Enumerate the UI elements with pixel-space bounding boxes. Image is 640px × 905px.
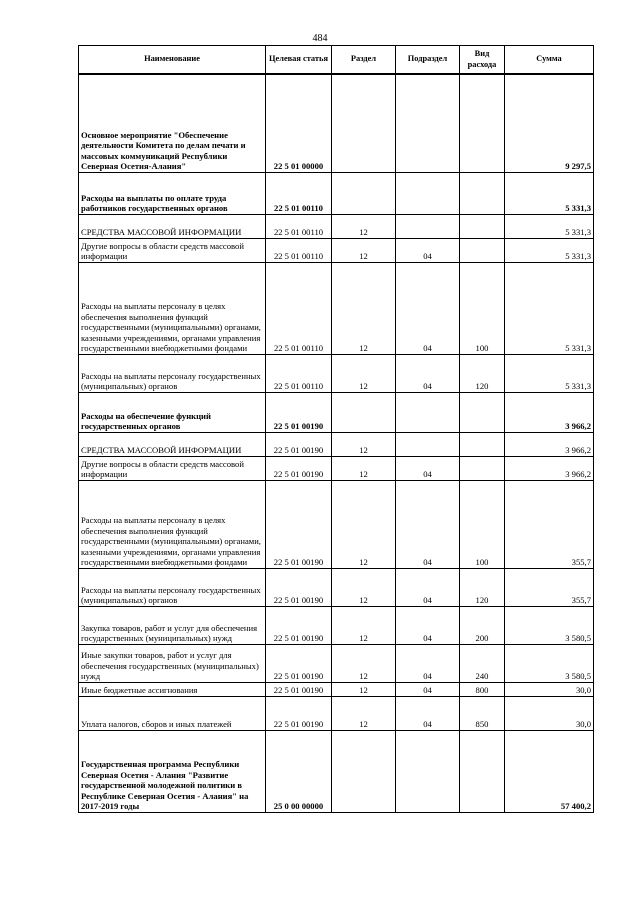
- cell-target: 22 5 01 00110: [266, 214, 332, 238]
- cell-expense-type: 100: [460, 262, 505, 354]
- cell-section: [332, 392, 396, 432]
- cell-subsection: 04: [396, 696, 460, 730]
- cell-expense-type: [460, 214, 505, 238]
- cell-amount: 3 966,2: [505, 456, 594, 480]
- cell-expense-type: [460, 456, 505, 480]
- cell-expense-type: 100: [460, 480, 505, 568]
- cell-name: Уплата налогов, сборов и иных платежей: [79, 696, 266, 730]
- cell-subsection: [396, 730, 460, 812]
- cell-section: [332, 74, 396, 172]
- cell-name: СРЕДСТВА МАССОВОЙ ИНФОРМАЦИИ: [79, 432, 266, 456]
- cell-amount: 57 400,2: [505, 730, 594, 812]
- cell-section: 12: [332, 480, 396, 568]
- cell-subsection: 04: [396, 456, 460, 480]
- cell-section: 12: [332, 238, 396, 262]
- header-name: Наименование: [79, 46, 266, 75]
- cell-section: 12: [332, 214, 396, 238]
- cell-expense-type: [460, 432, 505, 456]
- table-row: [79, 730, 594, 812]
- cell-amount: 30,0: [505, 682, 594, 696]
- cell-amount: 355,7: [505, 480, 594, 568]
- cell-subsection: [396, 432, 460, 456]
- table-row: [79, 456, 594, 480]
- table-row: [79, 354, 594, 392]
- cell-amount: 30,0: [505, 696, 594, 730]
- header-amount: Сумма: [505, 46, 594, 75]
- cell-target: 22 5 01 00190: [266, 432, 332, 456]
- cell-section: 12: [332, 568, 396, 606]
- table-row: [79, 644, 594, 682]
- cell-name: Иные бюджетные ассигнования: [79, 682, 266, 696]
- header-expense-type: Вид расхода: [460, 46, 505, 75]
- cell-expense-type: 120: [460, 568, 505, 606]
- cell-amount: 5 331,3: [505, 214, 594, 238]
- cell-amount: 355,7: [505, 568, 594, 606]
- cell-target: 22 5 01 00000: [266, 74, 332, 172]
- cell-target: 22 5 01 00190: [266, 568, 332, 606]
- cell-target: 22 5 01 00110: [266, 262, 332, 354]
- cell-expense-type: [460, 392, 505, 432]
- cell-amount: 5 331,3: [505, 172, 594, 214]
- cell-section: 12: [332, 456, 396, 480]
- cell-subsection: [396, 74, 460, 172]
- cell-name: Расходы на выплаты персоналу государственных (муниципальных) органов: [79, 568, 266, 606]
- table-row: [79, 432, 594, 456]
- table-row: [79, 392, 594, 432]
- cell-subsection: 04: [396, 262, 460, 354]
- budget-table: [78, 45, 594, 813]
- cell-expense-type: [460, 172, 505, 214]
- cell-target: 22 5 01 00190: [266, 696, 332, 730]
- cell-section: 12: [332, 644, 396, 682]
- table-row: [79, 238, 594, 262]
- cell-amount: 5 331,3: [505, 238, 594, 262]
- cell-amount: 3 580,5: [505, 606, 594, 644]
- cell-subsection: 04: [396, 238, 460, 262]
- table-row: [79, 696, 594, 730]
- table-row: [79, 682, 594, 696]
- cell-target: 22 5 01 00190: [266, 682, 332, 696]
- cell-name: Иные закупки товаров, работ и услуг для обеспечения государственных (муниципальных) нужд: [79, 644, 266, 682]
- table-row: [79, 172, 594, 214]
- cell-expense-type: 120: [460, 354, 505, 392]
- cell-name: Расходы на выплаты персоналу в целях обеспечения выполнения функций государственными (муниципальными) органами, казенными учреждениями, органами управления государственными внебюджетными фондами: [79, 262, 266, 354]
- cell-expense-type: [460, 730, 505, 812]
- cell-name: Расходы на выплаты персоналу в целях обеспечения выполнения функций государственными (муниципальными) органами, казенными учреждениями, органами управления государственными внебюджетными фондами: [79, 480, 266, 568]
- cell-subsection: [396, 172, 460, 214]
- cell-target: 25 0 00 00000: [266, 730, 332, 812]
- cell-expense-type: 240: [460, 644, 505, 682]
- cell-amount: 9 297,5: [505, 74, 594, 172]
- cell-amount: 3 966,2: [505, 392, 594, 432]
- cell-name: Расходы на выплаты по оплате труда работников государственных органов: [79, 172, 266, 214]
- cell-target: 22 5 01 00190: [266, 480, 332, 568]
- table-row: [79, 606, 594, 644]
- cell-amount: 3 580,5: [505, 644, 594, 682]
- header-section: Раздел: [332, 46, 396, 75]
- cell-expense-type: 800: [460, 682, 505, 696]
- cell-subsection: [396, 214, 460, 238]
- cell-subsection: 04: [396, 644, 460, 682]
- cell-amount: 5 331,3: [505, 354, 594, 392]
- cell-name: Основное мероприятие "Обеспечение деятельности Комитета по делам печати и массовых коммуникаций Республики Северная Осетия-Алания": [79, 74, 266, 172]
- cell-subsection: 04: [396, 568, 460, 606]
- cell-name: Другие вопросы в области средств массовой информации: [79, 456, 266, 480]
- table-row: [79, 214, 594, 238]
- cell-expense-type: [460, 238, 505, 262]
- cell-subsection: 04: [396, 354, 460, 392]
- cell-target: 22 5 01 00190: [266, 606, 332, 644]
- cell-section: 12: [332, 606, 396, 644]
- cell-section: 12: [332, 354, 396, 392]
- cell-section: [332, 730, 396, 812]
- cell-section: 12: [332, 682, 396, 696]
- cell-target: 22 5 01 00190: [266, 456, 332, 480]
- cell-section: 12: [332, 432, 396, 456]
- header-subsection: Подраздел: [396, 46, 460, 75]
- cell-section: [332, 172, 396, 214]
- cell-target: 22 5 01 00110: [266, 354, 332, 392]
- table-row: [79, 74, 594, 172]
- cell-name: Закупка товаров, работ и услуг для обеспечения государственных (муниципальных) нужд: [79, 606, 266, 644]
- cell-name: Другие вопросы в области средств массовой информации: [79, 238, 266, 262]
- cell-target: 22 5 01 00190: [266, 644, 332, 682]
- cell-name: СРЕДСТВА МАССОВОЙ ИНФОРМАЦИИ: [79, 214, 266, 238]
- cell-subsection: 04: [396, 480, 460, 568]
- table-header-row: [79, 46, 594, 75]
- cell-subsection: 04: [396, 606, 460, 644]
- cell-subsection: 04: [396, 682, 460, 696]
- cell-expense-type: 200: [460, 606, 505, 644]
- cell-subsection: [396, 392, 460, 432]
- table-row: [79, 480, 594, 568]
- cell-expense-type: [460, 74, 505, 172]
- cell-name: Расходы на обеспечение функций государственных органов: [79, 392, 266, 432]
- cell-section: 12: [332, 696, 396, 730]
- table-row: [79, 568, 594, 606]
- page-number: 484: [312, 33, 328, 44]
- cell-target: 22 5 01 00110: [266, 238, 332, 262]
- cell-section: 12: [332, 262, 396, 354]
- cell-target: 22 5 01 00190: [266, 392, 332, 432]
- cell-amount: 5 331,3: [505, 262, 594, 354]
- cell-name: Расходы на выплаты персоналу государственных (муниципальных) органов: [79, 354, 266, 392]
- cell-expense-type: 850: [460, 696, 505, 730]
- cell-amount: 3 966,2: [505, 432, 594, 456]
- table-row: [79, 262, 594, 354]
- header-target: Целевая статья: [266, 46, 332, 75]
- cell-target: 22 5 01 00110: [266, 172, 332, 214]
- cell-name: Государственная программа Республики Северная Осетия - Алания "Развитие государственной молодежной политики в Республике Северная Осетия - Алания" на 2017-2019 годы: [79, 730, 266, 812]
